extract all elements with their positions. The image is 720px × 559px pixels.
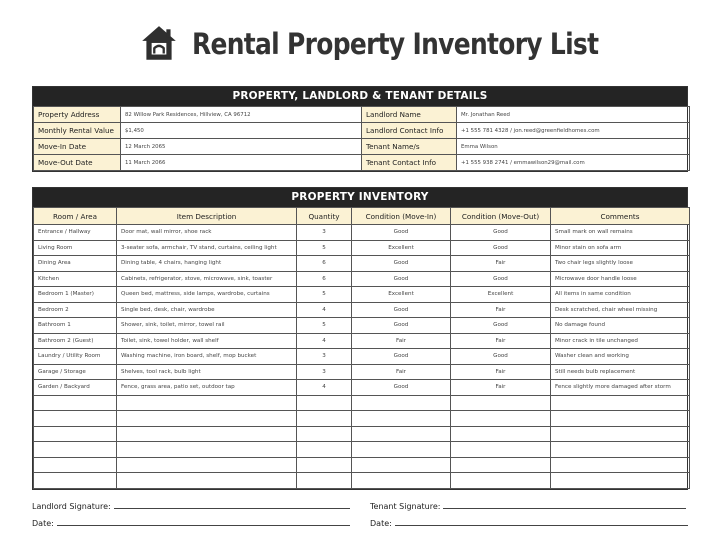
table-cell[interactable] bbox=[117, 473, 297, 489]
table-cell[interactable]: Single bed, desk, chair, wardrobe bbox=[117, 302, 297, 318]
tenant-date-line[interactable] bbox=[395, 525, 688, 526]
table-cell[interactable] bbox=[551, 426, 690, 442]
landlord-date bbox=[32, 519, 350, 528]
table-cell[interactable] bbox=[297, 395, 352, 411]
table-row bbox=[34, 302, 690, 318]
table-cell[interactable] bbox=[551, 457, 690, 473]
table-cell[interactable]: Queen bed, mattress, side lamps, wardrobe, curtains bbox=[117, 287, 297, 303]
landlord-signature bbox=[32, 502, 350, 511]
table-row bbox=[34, 380, 690, 396]
detail-value[interactable]: +1 555 938 2741 / emmawilson29@mail.com bbox=[457, 155, 690, 171]
table-cell[interactable] bbox=[451, 395, 551, 411]
table-cell[interactable]: 5 bbox=[297, 240, 352, 256]
table-cell[interactable]: Good bbox=[352, 256, 451, 272]
table-cell[interactable] bbox=[352, 457, 451, 473]
table-cell[interactable] bbox=[297, 442, 352, 458]
house-icon bbox=[138, 23, 180, 65]
table-cell[interactable]: Bedroom 2 bbox=[34, 302, 117, 318]
table-row bbox=[34, 364, 690, 380]
table-cell[interactable] bbox=[297, 457, 352, 473]
table-cell[interactable]: Shelves, tool rack, bulb light bbox=[117, 364, 297, 380]
table-cell[interactable]: Good bbox=[451, 271, 551, 287]
table-cell[interactable] bbox=[352, 426, 451, 442]
table-row bbox=[34, 426, 690, 442]
table-cell[interactable] bbox=[34, 426, 117, 442]
detail-value[interactable]: +1 555 781 4328 / jon.reed@greenfieldhomes.com bbox=[457, 123, 690, 139]
table-cell[interactable]: No damage found bbox=[551, 318, 690, 334]
table-cell[interactable]: Fair bbox=[352, 364, 451, 380]
table-cell[interactable] bbox=[451, 426, 551, 442]
inventory-table bbox=[33, 207, 690, 489]
table-cell[interactable]: Fair bbox=[451, 302, 551, 318]
table-cell[interactable]: 3 bbox=[297, 364, 352, 380]
table-cell[interactable]: Washing machine, iron board, shelf, mop bucket bbox=[117, 349, 297, 365]
column-header: Condition (Move-In) bbox=[352, 208, 451, 225]
table-cell[interactable] bbox=[297, 411, 352, 427]
table-cell[interactable]: Living Room bbox=[34, 240, 117, 256]
table-cell[interactable]: Fair bbox=[352, 333, 451, 349]
detail-value[interactable]: 82 Willow Park Residences, Hillview, CA 96712 bbox=[121, 107, 362, 123]
table-cell[interactable]: Kitchen bbox=[34, 271, 117, 287]
table-row bbox=[34, 240, 690, 256]
column-header: Condition (Move-Out) bbox=[451, 208, 551, 225]
detail-value[interactable]: Emma Wilson bbox=[457, 139, 690, 155]
column-header: Comments bbox=[551, 208, 690, 225]
landlord-signature-label: Landlord Signature: bbox=[32, 502, 111, 511]
table-cell[interactable] bbox=[551, 411, 690, 427]
table-cell[interactable] bbox=[297, 426, 352, 442]
table-cell[interactable]: Bathroom 1 bbox=[34, 318, 117, 334]
table-cell[interactable] bbox=[117, 411, 297, 427]
details-row bbox=[34, 123, 690, 139]
tenant-signature-label: Tenant Signature: bbox=[370, 502, 441, 511]
details-row bbox=[34, 107, 690, 123]
table-row bbox=[34, 333, 690, 349]
table-cell[interactable]: Good bbox=[352, 302, 451, 318]
table-row bbox=[34, 395, 690, 411]
table-cell[interactable] bbox=[451, 442, 551, 458]
table-cell[interactable]: Good bbox=[352, 380, 451, 396]
table-cell[interactable] bbox=[352, 442, 451, 458]
tenant-signature-line[interactable] bbox=[443, 508, 686, 509]
landlord-date-label: Date: bbox=[32, 519, 54, 528]
table-cell[interactable]: 4 bbox=[297, 333, 352, 349]
detail-value[interactable]: 11 March 2066 bbox=[121, 155, 362, 171]
table-cell[interactable]: Laundry / Utility Room bbox=[34, 349, 117, 365]
table-row bbox=[34, 225, 690, 241]
table-cell[interactable]: Good bbox=[451, 225, 551, 241]
table-cell[interactable]: 4 bbox=[297, 302, 352, 318]
details-row bbox=[34, 155, 690, 171]
tenant-signature bbox=[370, 502, 686, 511]
table-row bbox=[34, 256, 690, 272]
table-cell[interactable] bbox=[34, 442, 117, 458]
table-cell[interactable]: 4 bbox=[297, 380, 352, 396]
table-cell[interactable]: All items in same condition bbox=[551, 287, 690, 303]
table-row bbox=[34, 318, 690, 334]
table-cell[interactable]: Good bbox=[352, 349, 451, 365]
table-cell[interactable] bbox=[451, 457, 551, 473]
table-cell[interactable]: Garage / Storage bbox=[34, 364, 117, 380]
table-cell[interactable]: Small mark on wall remains bbox=[551, 225, 690, 241]
table-cell[interactable]: Desk scratched, chair wheel missing bbox=[551, 302, 690, 318]
table-cell[interactable]: Good bbox=[451, 240, 551, 256]
detail-label: Move-Out Date bbox=[34, 155, 121, 171]
table-row bbox=[34, 473, 690, 489]
table-row bbox=[34, 271, 690, 287]
table-cell[interactable]: 6 bbox=[297, 271, 352, 287]
table-row bbox=[34, 349, 690, 365]
table-cell[interactable] bbox=[551, 395, 690, 411]
table-cell[interactable]: Good bbox=[352, 271, 451, 287]
table-cell[interactable] bbox=[117, 457, 297, 473]
table-cell[interactable]: 3-seater sofa, armchair, TV stand, curtains, ceiling light bbox=[117, 240, 297, 256]
table-cell[interactable] bbox=[551, 473, 690, 489]
table-cell[interactable]: Excellent bbox=[352, 287, 451, 303]
table-cell[interactable] bbox=[451, 411, 551, 427]
table-cell[interactable]: Good bbox=[451, 318, 551, 334]
table-cell[interactable]: Fair bbox=[451, 364, 551, 380]
table-cell[interactable]: Bedroom 1 (Master) bbox=[34, 287, 117, 303]
column-header: Item Description bbox=[117, 208, 297, 225]
table-cell[interactable]: Fair bbox=[451, 333, 551, 349]
table-cell[interactable] bbox=[352, 395, 451, 411]
table-cell[interactable]: Microwave door handle loose bbox=[551, 271, 690, 287]
detail-value[interactable]: 12 March 2065 bbox=[121, 139, 362, 155]
table-cell[interactable]: Toilet, sink, towel holder, wall shelf bbox=[117, 333, 297, 349]
table-row bbox=[34, 411, 690, 427]
table-row bbox=[34, 287, 690, 303]
table-cell[interactable]: Minor stain on sofa arm bbox=[551, 240, 690, 256]
detail-label: Monthly Rental Value bbox=[34, 123, 121, 139]
table-cell[interactable]: Fair bbox=[451, 256, 551, 272]
table-cell[interactable]: Minor crack in tile unchanged bbox=[551, 333, 690, 349]
table-cell[interactable]: Fence, grass area, patio set, outdoor tap bbox=[117, 380, 297, 396]
table-cell[interactable]: Good bbox=[451, 349, 551, 365]
column-header: Quantity bbox=[297, 208, 352, 225]
tenant-date bbox=[370, 519, 688, 528]
table-cell[interactable] bbox=[117, 426, 297, 442]
table-cell[interactable]: 3 bbox=[297, 349, 352, 365]
detail-value[interactable]: Mr. Jonathan Reed bbox=[457, 107, 690, 123]
table-cell[interactable] bbox=[34, 395, 117, 411]
detail-value[interactable]: $1,450 bbox=[121, 123, 362, 139]
table-cell[interactable]: Garden / Backyard bbox=[34, 380, 117, 396]
tenant-date-label: Date: bbox=[370, 519, 392, 528]
table-row bbox=[34, 457, 690, 473]
detail-label: Landlord Name bbox=[362, 107, 457, 123]
details-heading: PROPERTY, LANDLORD & TENANT DETAILS bbox=[33, 87, 687, 106]
detail-label: Landlord Contact Info bbox=[362, 123, 457, 139]
table-cell[interactable]: Bathroom 2 (Guest) bbox=[34, 333, 117, 349]
table-cell[interactable]: 3 bbox=[297, 225, 352, 241]
table-cell[interactable]: 5 bbox=[297, 318, 352, 334]
inventory-heading: PROPERTY INVENTORY bbox=[33, 188, 687, 207]
table-cell[interactable] bbox=[551, 442, 690, 458]
table-cell[interactable]: Fair bbox=[451, 380, 551, 396]
details-section bbox=[32, 86, 688, 172]
table-cell[interactable] bbox=[34, 411, 117, 427]
table-cell[interactable]: Excellent bbox=[352, 240, 451, 256]
details-row bbox=[34, 139, 690, 155]
table-cell[interactable]: Washer clean and working bbox=[551, 349, 690, 365]
table-cell[interactable]: Dining Area bbox=[34, 256, 117, 272]
table-cell[interactable] bbox=[34, 457, 117, 473]
inventory-section bbox=[32, 187, 688, 490]
table-cell[interactable] bbox=[352, 411, 451, 427]
table-cell[interactable]: Still needs bulb replacement bbox=[551, 364, 690, 380]
table-cell[interactable]: Entrance / Hallway bbox=[34, 225, 117, 241]
table-cell[interactable] bbox=[352, 473, 451, 489]
detail-label: Tenant Contact Info bbox=[362, 155, 457, 171]
header bbox=[0, 18, 720, 70]
table-cell[interactable] bbox=[117, 395, 297, 411]
landlord-signature-line[interactable] bbox=[114, 508, 350, 509]
table-cell[interactable] bbox=[117, 442, 297, 458]
detail-label: Move-In Date bbox=[34, 139, 121, 155]
table-cell[interactable]: Good bbox=[352, 318, 451, 334]
table-cell[interactable]: Fence slightly more damaged after storm bbox=[551, 380, 690, 396]
landlord-date-line[interactable] bbox=[57, 525, 350, 526]
page-title: Rental Property Inventory List bbox=[192, 27, 599, 61]
table-row bbox=[34, 442, 690, 458]
table-cell[interactable] bbox=[451, 473, 551, 489]
table-cell[interactable]: Cabinets, refrigerator, stove, microwave, sink, toaster bbox=[117, 271, 297, 287]
table-cell[interactable]: Two chair legs slightly loose bbox=[551, 256, 690, 272]
detail-label: Property Address bbox=[34, 107, 121, 123]
table-cell[interactable] bbox=[297, 473, 352, 489]
table-cell[interactable]: 6 bbox=[297, 256, 352, 272]
table-cell[interactable]: Good bbox=[352, 225, 451, 241]
table-cell[interactable]: 5 bbox=[297, 287, 352, 303]
table-cell[interactable] bbox=[34, 473, 117, 489]
detail-label: Tenant Name/s bbox=[362, 139, 457, 155]
column-header: Room / Area bbox=[34, 208, 117, 225]
details-table bbox=[33, 106, 690, 171]
table-cell[interactable]: Shower, sink, toilet, mirror, towel rail bbox=[117, 318, 297, 334]
table-cell[interactable]: Door mat, wall mirror, shoe rack bbox=[117, 225, 297, 241]
table-cell[interactable]: Dining table, 4 chairs, hanging light bbox=[117, 256, 297, 272]
table-cell[interactable]: Excellent bbox=[451, 287, 551, 303]
